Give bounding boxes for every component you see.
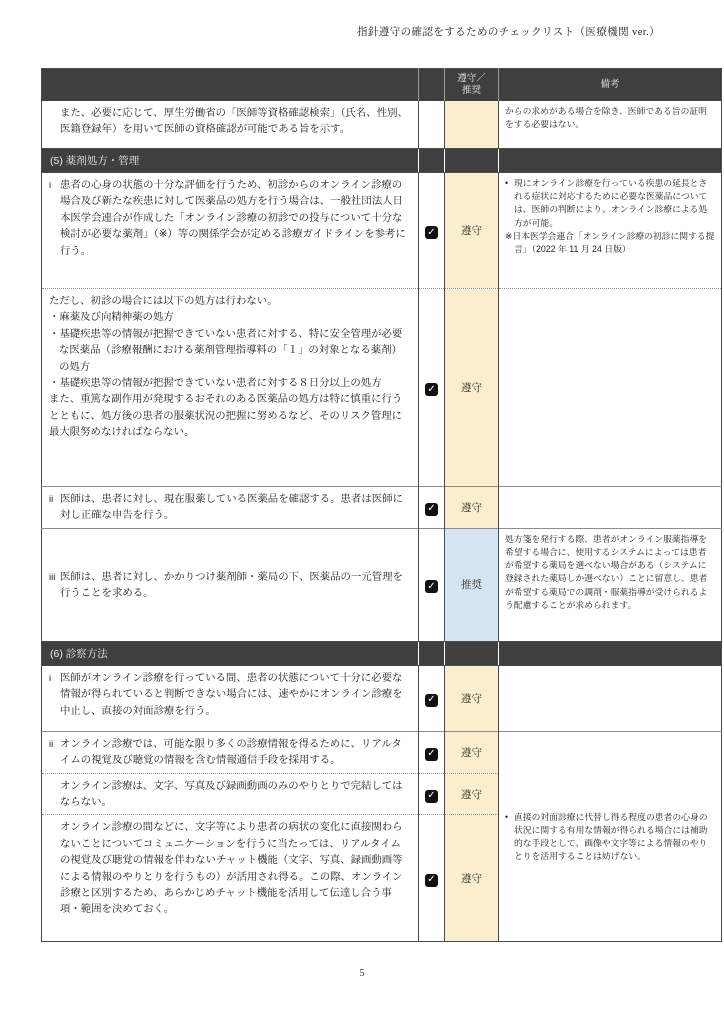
item-text: オンライン診療は、文字、写真及び録画動画のみのやりとりで完結してはならない。 (60, 780, 403, 809)
bullet-icon: • (505, 178, 509, 188)
checkbox-cell (419, 487, 445, 529)
remarks-cell (499, 101, 722, 149)
checkmark-icon: ✓ (427, 874, 436, 886)
status-cell: 遵守 (445, 665, 499, 731)
checkmark-icon: ✓ (427, 790, 436, 802)
table-row (42, 665, 722, 731)
item-text-line: ・基礎疾患等の情報が把握できていない患者に対する、特に安全管理が必要な医薬品（診療報酬における薬剤管理指導料の「１」の対象となる薬剤）の処方 (49, 328, 403, 373)
compliance-checkbox[interactable] (425, 383, 438, 396)
item-number: ii (49, 738, 54, 750)
remarks-cell (499, 528, 722, 641)
checkbox-cell (419, 173, 445, 289)
remark-note: ※日本医学会連合「オンライン診療の初診に関する提言」（2022 年 11 月 24 日版） (505, 230, 715, 255)
remarks-cell (499, 665, 722, 731)
compliance-checkbox[interactable] (425, 694, 438, 707)
bullet-icon: • (505, 811, 509, 822)
checkmark-icon: ✓ (427, 748, 436, 760)
remarks-cell (499, 289, 722, 487)
checkmark-icon: ✓ (427, 383, 436, 395)
table-row (42, 173, 722, 289)
item-number: i (49, 672, 52, 684)
item-text: 医師がオンライン診療を行っている間、患者の状態について十分に必要な情報が得られていると判断できない場合には、速やかにオンライン診療を中止し、直接の対面診療を行う。 (60, 672, 403, 717)
status-cell: 推奨 (445, 528, 499, 641)
status-cell: 遵守 (445, 289, 499, 487)
item-text: オンライン診療の間などに、文字等により患者の病状の変化に直接関わらないことについてコミュニケーションを行うに当たっては、リアルタイムの視覚及び聴覚の情報を伴わないチャット機能（文字、写真、録画動画等による情報のやりとりを行うもの）が活用され得る。この際、オンライン診療と区別するため、あらかじめチャット機能を活用して伝達し合う事項・範囲を決めておく。 (60, 822, 403, 916)
table-row (42, 289, 722, 487)
item-text-cell (42, 815, 419, 942)
item-text: また、必要に応じて、厚生労働省の「医師等資格確認検索」（氏名、性別、医籍登録年）を用いて医師の資格確認が可能である旨を示す。 (60, 107, 408, 135)
checkbox-cell (419, 815, 445, 942)
checkmark-icon: ✓ (427, 503, 436, 515)
table-header-row (42, 69, 722, 101)
table-row (42, 487, 722, 529)
item-text: 医師は、患者に対し、かかりつけ薬剤師・薬局の下、医薬品の一元管理を行うことを求める。 (60, 571, 403, 600)
col-header-checkbox (419, 69, 445, 101)
checkbox-cell (419, 101, 445, 149)
section-row-6 (42, 641, 722, 665)
item-text-cell (42, 528, 419, 641)
item-number (49, 779, 60, 812)
remark-text: 現にオンライン診療を行っている疾患の延長とされる症状に対応するために必要な医薬品については、医師の判断により、オンライン診療による処方が可能。 (514, 178, 708, 228)
status-cell (445, 101, 499, 149)
checkbox-cell (419, 528, 445, 641)
item-text-cell (42, 773, 419, 815)
status-cell: 遵守 (445, 815, 499, 942)
table-row (42, 528, 722, 641)
status-cell: 遵守 (445, 773, 499, 815)
compliance-checkbox[interactable] (425, 580, 438, 593)
compliance-checkbox[interactable] (425, 874, 438, 887)
item-number: iii (49, 571, 56, 583)
item-number: i (49, 180, 52, 191)
remarks-cell (499, 731, 722, 942)
item-text-cell (42, 173, 419, 289)
item-number (49, 820, 60, 918)
item-text-cell (42, 731, 419, 773)
section-title: (6) 診察方法 (42, 641, 419, 665)
remark-text: 処方箋を発行する際、患者がオンライン服薬指導を希望する場合に、使用するシステムによっては患者が希望する薬局を選べない場合がある（システムに登録された薬局しか選べない）ことに留意し、患者が希望する薬局での調剤・服薬指導が受けられるよう配慮することが求められます。 (505, 533, 708, 610)
checkbox-cell (419, 289, 445, 487)
section-row-5 (42, 149, 722, 173)
checkbox-cell (419, 773, 445, 815)
item-text-line: ・麻薬及び向精神薬の処方 (49, 312, 174, 324)
item-text: オンライン診療では、可能な限り多くの診療情報を得るために、リアルタイムの視覚及び聴覚の情報を含む情報通信手段を採用する。 (60, 738, 402, 767)
item-text-cell (42, 101, 419, 149)
table-row (42, 101, 722, 149)
remark-text: からの求めがある場合を除き、医師である旨の証明をする必要はない。 (505, 105, 707, 129)
checkbox-cell (419, 665, 445, 731)
item-text-line: また、重篤な副作用が発現するおそれのある医薬品の処方は特に慎重に行うとともに、処方後の患者の服薬状況の把握に努めるなど、そのリスク管理に最大限努めなければならない。 (49, 394, 403, 439)
compliance-checkbox[interactable] (425, 226, 438, 239)
document-title: 指針遵守の確認をするためのチェックリスト（医療機関 ver.） (357, 27, 660, 38)
status-cell: 遵守 (445, 487, 499, 529)
remarks-cell (499, 487, 722, 529)
compliance-checkbox[interactable] (425, 748, 438, 761)
item-text-line: ただし、初診の場合には以下の処方は行わない。 (49, 296, 278, 307)
checkmark-icon: ✓ (427, 694, 436, 706)
item-text-line: ・基礎疾患等の情報が把握できていない患者に対する８日分以上の処方 (49, 378, 382, 390)
item-number (49, 106, 60, 139)
item-text-cell (42, 665, 419, 731)
table-row (42, 731, 722, 773)
status-cell: 遵守 (445, 173, 499, 289)
compliance-checkbox[interactable] (425, 790, 438, 803)
item-text-cell (42, 289, 419, 487)
checkmark-icon: ✓ (427, 580, 436, 592)
col-header-status: 遵守／ 推奨 (445, 69, 499, 101)
checklist-table (41, 68, 722, 942)
col-header-item (42, 69, 419, 101)
item-text-cell (42, 487, 419, 529)
page-number: 5 (359, 968, 365, 979)
remarks-cell (499, 173, 722, 289)
checkbox-cell (419, 731, 445, 773)
checkmark-icon: ✓ (427, 226, 436, 238)
col-header-remarks: 備考 (499, 69, 722, 101)
remark-text: 直接の対面診療に代替し得る程度の患者の心身の状況に関する有用な情報が得られる場合には補助的な手段として、画像や文字等による情報のやりとりを活用することは妨げない。 (514, 811, 708, 862)
section-title: (5) 薬剤処方・管理 (42, 149, 419, 173)
status-cell: 遵守 (445, 731, 499, 773)
compliance-checkbox[interactable] (425, 503, 438, 516)
item-number: ii (49, 494, 54, 505)
item-text: 医師は、患者に対し、現在服薬している医薬品を確認する。患者は医師に対し正確な申告を行う。 (60, 494, 403, 522)
item-text: 患者の心身の状態の十分な評価を行うため、初診からのオンライン診療の場合及び新たな疾患に対して医薬品の処方を行う場合は、一般社団法人日本医学会連合が作成した「オンライン診療の初診での投与について十分な検討が必要な薬剤」（※）等の関係学会が定める診療ガイドラインを参考に行う。 (60, 180, 406, 257)
